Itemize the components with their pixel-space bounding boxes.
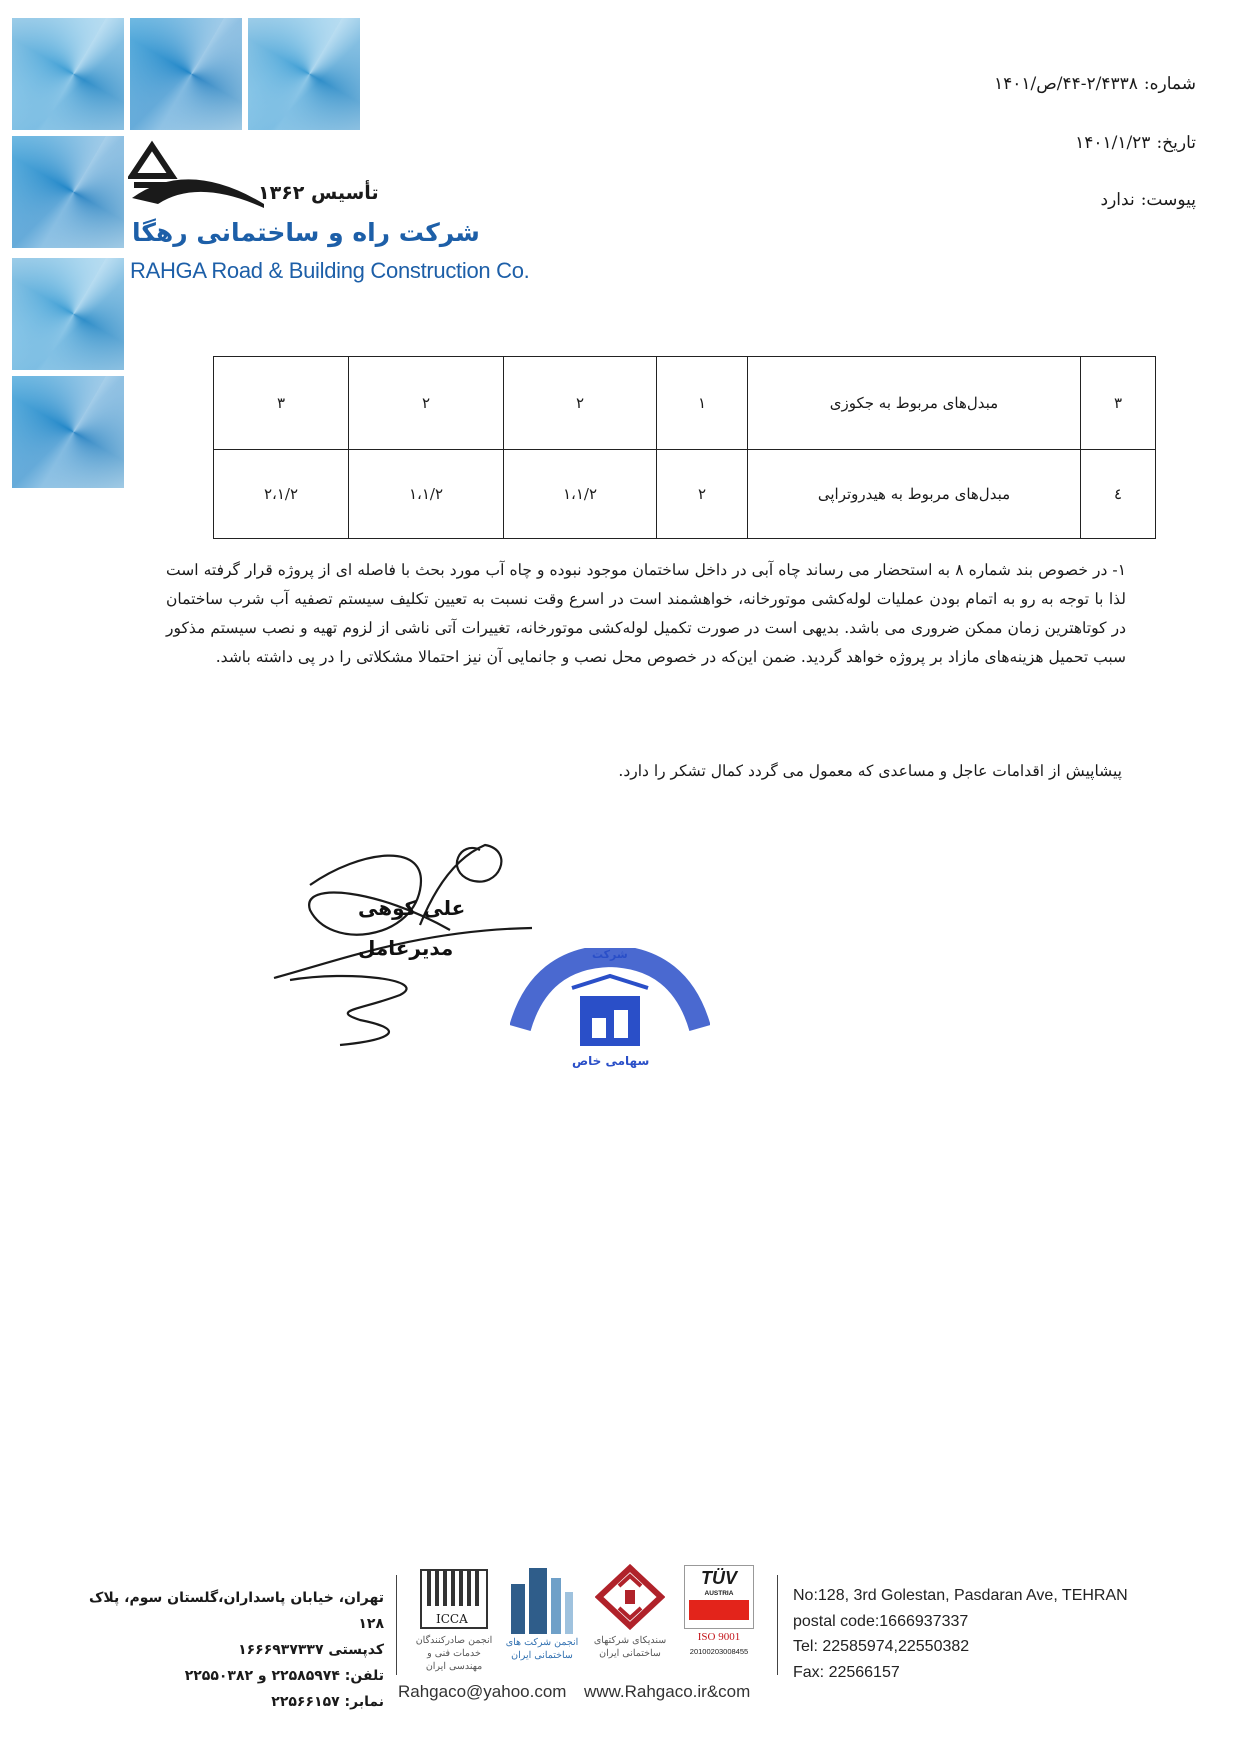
icca-caption: انجمن صادرکنندگان خدمات فنی و مهندسی ایران [415,1635,493,1672]
icca-badge [414,1568,494,1672]
footer-tel-line: تلفن: ۲۲۵۸۵۹۷۴ و ۲۲۵۵۰۳۸۲ [184,1668,384,1684]
table-cell-index: ٤ [1081,450,1156,539]
builders-assoc-badge [502,1564,582,1664]
table-row [214,357,1156,450]
letter-date-value: ۱۴۰۱/۱/۲۳ [1075,133,1151,153]
letter-attachment [1101,190,1196,210]
letter-number-value: ۲/۴۳۳۸-۴۴/ص/۱۴۰۱ [993,74,1138,94]
tuv-frame [684,1565,754,1629]
table-cell-value: ۱،۱/۲ [504,450,657,539]
table-cell-value: ۲ [504,357,657,450]
closing-line: پیشاپیش از اقدامات عاجل و مساعدی که معمول می گردد کمال تشکر را دارد. [618,762,1122,780]
specs-table [213,356,1156,539]
builders-caption: انجمن شرکت های ساختمانی ایران [505,1637,579,1661]
table-cell-value: ۲،۱/۲ [214,450,349,539]
founded-year: تأسیس ۱۳۶۲ [258,182,379,204]
company-logo [128,138,558,288]
footer-postal-en-line: postal code:1666937337 [793,1612,969,1630]
footer-fax-line: نمابر: ۲۲۵۶۶۱۵۷ [271,1694,384,1710]
company-name-en: RAHGA Road & Building Construction Co. [130,258,530,283]
table-cell-index: ۳ [1081,357,1156,450]
footer-website[interactable]: www.Rahgaco.ir&com [584,1682,751,1701]
syndicate-badge [590,1564,670,1664]
table-cell-title: مبدل‌های مربوط به جکوزی [748,357,1081,450]
footer-address-line: تهران، خیابان پاسداران،گلستان سوم، پلاک ۱۲۸ [89,1590,384,1632]
tuv-red-band [689,1600,749,1620]
signer-name: علی کوهی [358,896,466,920]
table-cell-value: ۱،۱/۲ [349,450,504,539]
footer-address-en [793,1583,1128,1685]
footer-email[interactable]: Rahgaco@yahoo.com [398,1682,567,1701]
footer-divider [777,1575,778,1675]
signature [270,830,550,1050]
letter-attachment-value: ندارد [1100,190,1135,210]
table-cell-title: مبدل‌های مربوط به هیدروتراپی [748,450,1081,539]
table-cell-value: ۲ [349,357,504,450]
footer-divider [396,1575,397,1675]
stamp-text-bottom: سهامی خاص [572,1054,650,1068]
letter-date-label: تاریخ: [1156,133,1196,153]
letter-date [1075,133,1196,153]
company-stamp [510,948,710,1078]
iso-code: 20100203008455 [689,1647,749,1656]
company-name-fa: شرکت راه و ساختمانی رهگا [132,218,480,247]
table-row [214,450,1156,539]
tuv-label: TÜV [701,1568,737,1588]
tuv-sub: AUSTRIA [704,1590,734,1597]
iso-label: ISO 9001 [697,1631,741,1643]
building-bars-icon [507,1564,577,1634]
syndicate-caption: سندیکای شرکتهای ساختمانی ایران [593,1635,667,1659]
footer-address-fa [64,1585,384,1715]
letter-number [994,74,1196,94]
footer-tel-en-line: Tel: 22585974,22550382 [793,1638,970,1655]
signer-title: مدیرعامل [358,936,454,960]
icca-label: ICCA [436,1612,468,1626]
body-paragraph: ۱- در خصوص بند شماره ۸ به استحضار می رساند چاه آبی در داخل ساختمان موجود نبوده و چاه آب مورد بحث با فاصله ای از پروژه قرار گرفته است لذا با توجه به رو به اتمام بودن عملیات لوله‌کشی موتورخانه، خواهشمند است در اسرع وقت نسبت به تعیین تکلیف سیستم تصفیه آب شرب ساختمان در کوتاهترین زمان ممکن ضروری می باشد. بدیهی است در صورت تکمیل لوله‌کشی موتورخانه، تغییرات آتی ناشی از لزوم تهیه و نصب سیستم مذکور سبب تحمیل هزینه‌های مازاد بر پروژه خواهد گردید. ضمن این‌که در خصوص محل نصب و جانمایی آن نیز احتمالا مشکلاتی را در پی داشته باشد. [166,561,1127,666]
road-logo-icon [128,138,268,210]
letter-attachment-label: پیوست: [1140,190,1196,210]
footer-fax-en-line: Fax: 22566157 [793,1663,900,1681]
footer-postal-line: کدپستی ۱۶۶۶۹۳۷۳۳۷ [238,1642,384,1658]
table-cell-value: ۳ [214,357,349,450]
stamp-text-top: شرکت [592,948,628,961]
footer-address-en-line: No:128, 3rd Golestan, Pasdaran Ave, TEHRAN [793,1587,1128,1604]
table-cell-value: ۱ [657,357,748,450]
table-cell-value: ۲ [657,450,748,539]
syndicate-emblem-icon [595,1564,665,1630]
tuv-badge [680,1565,758,1665]
letter-number-label: شماره: [1143,74,1196,94]
